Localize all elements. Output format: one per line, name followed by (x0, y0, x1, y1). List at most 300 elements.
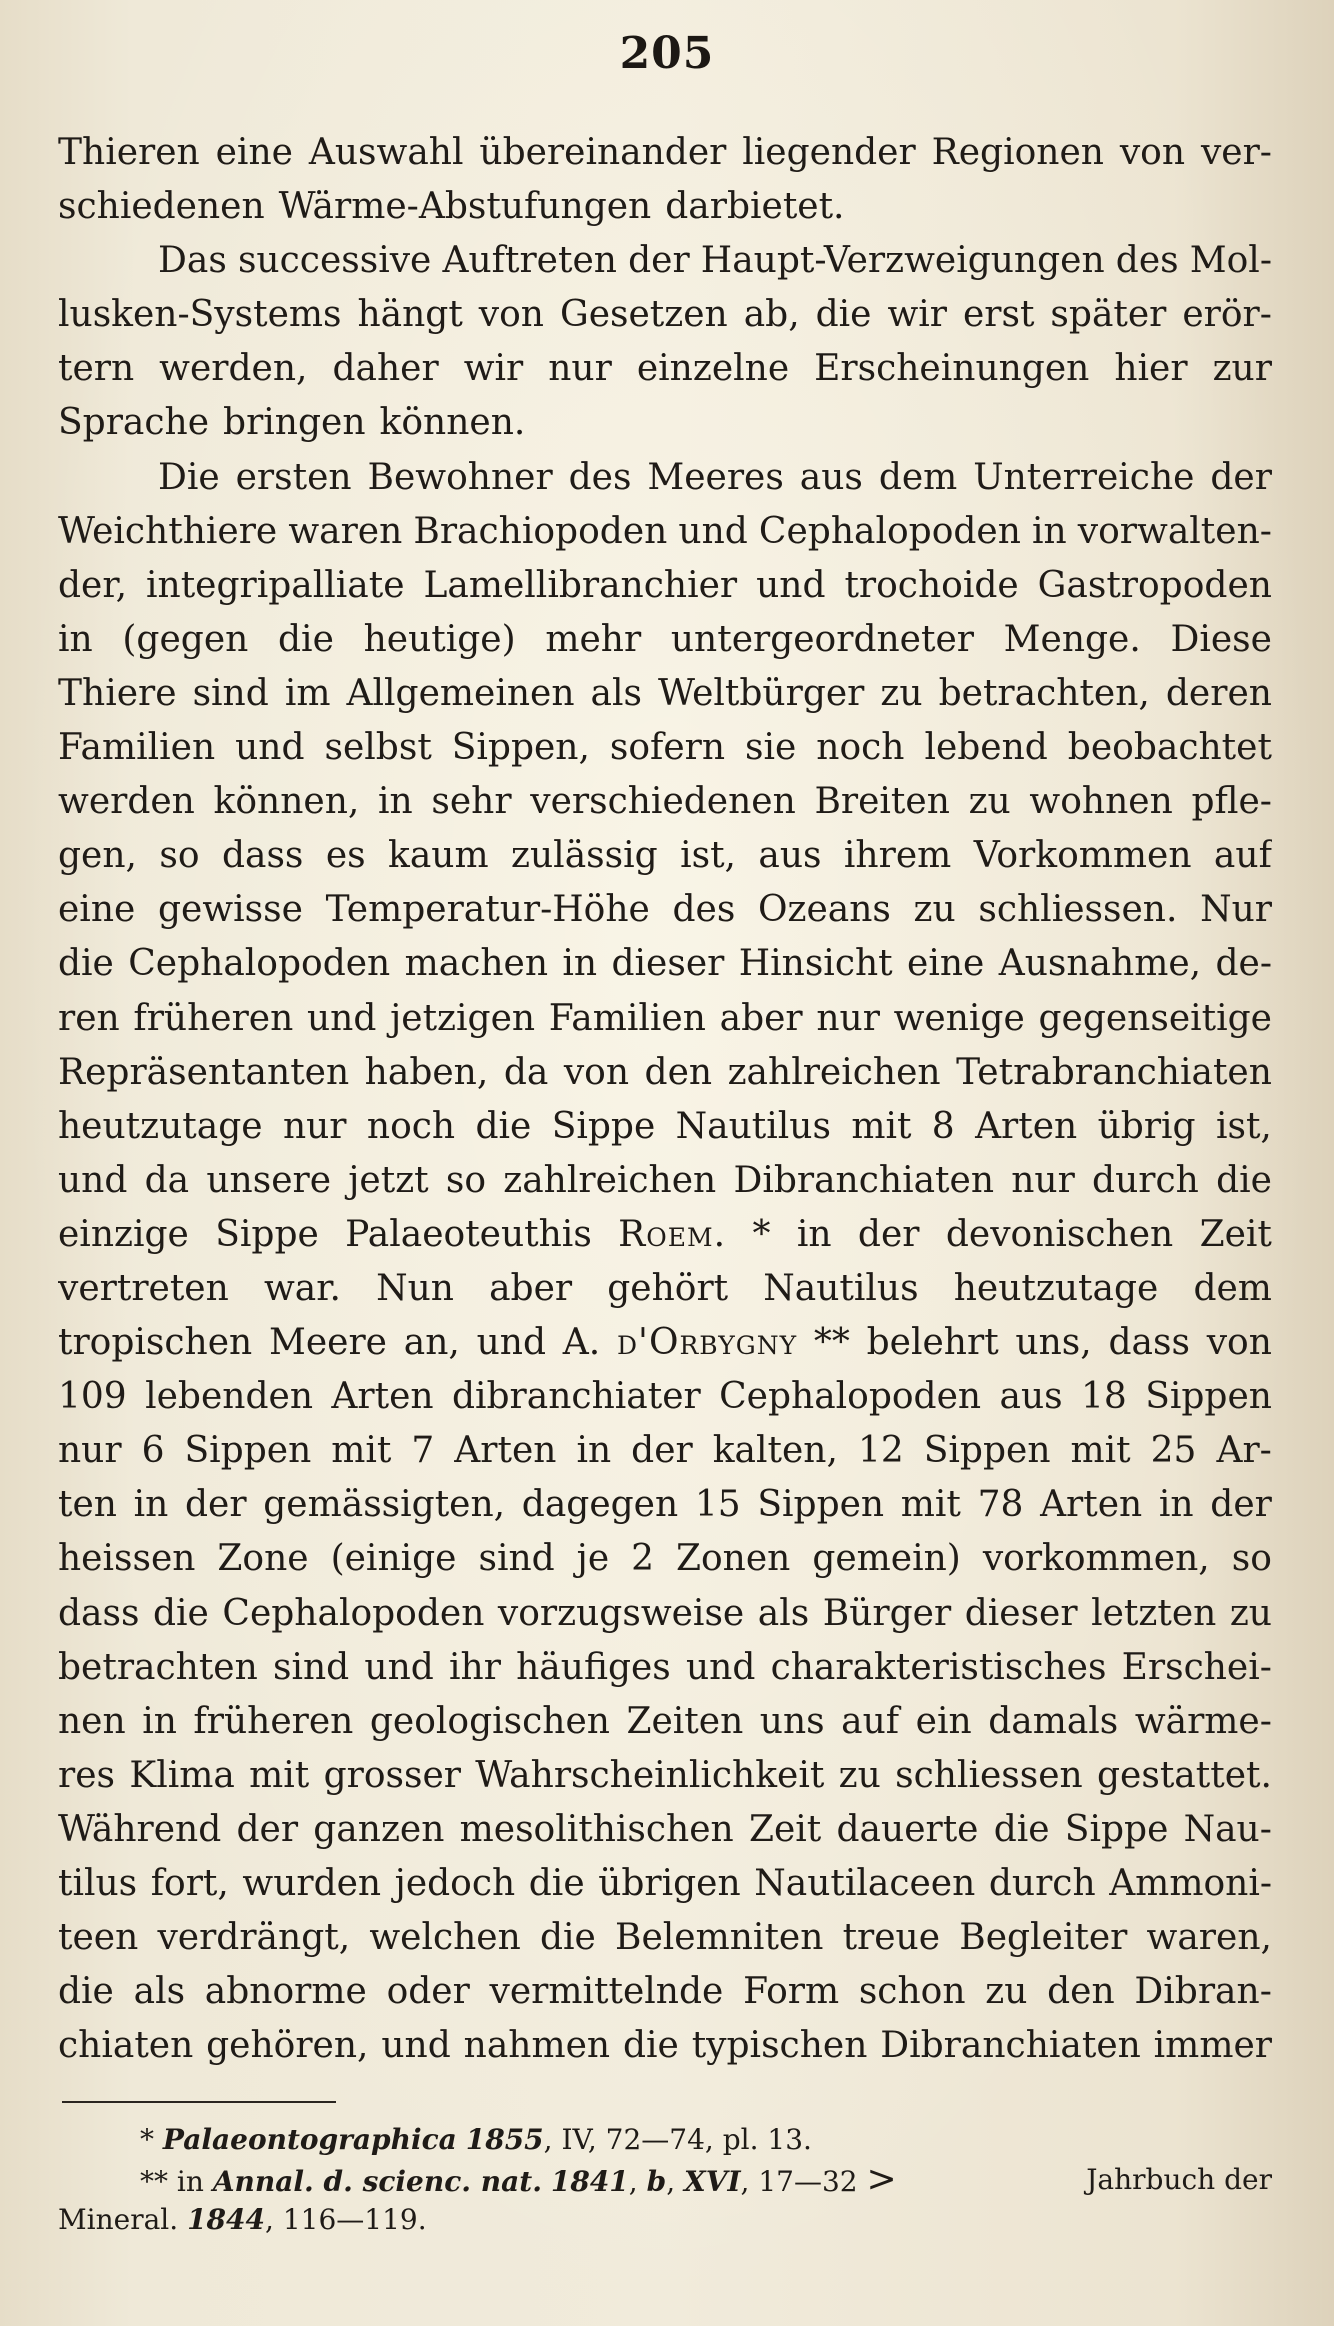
word: Belemniten (615, 1917, 824, 1959)
word: hängt (357, 294, 463, 336)
word: häufiges (516, 1646, 671, 1688)
word: Thiere (58, 672, 177, 714)
word: es (325, 835, 366, 877)
text-line (58, 1532, 1272, 1586)
word: ten (58, 1484, 117, 1526)
small-caps-word: Roem. (618, 1213, 727, 1255)
word: charakteristisches (770, 1646, 1107, 1688)
word: Zeit (1199, 1213, 1272, 1255)
word: können. (379, 402, 526, 444)
text-line (58, 992, 1272, 1046)
word: und (756, 564, 826, 606)
word: zulässig (511, 835, 658, 877)
text-line (58, 1911, 1272, 1965)
word: noch (366, 1105, 456, 1147)
word: zur (1212, 348, 1272, 390)
word: 8 (931, 1105, 955, 1147)
word: Nautilus (675, 1105, 831, 1147)
word: integripalliate (146, 564, 405, 606)
word: zu (1229, 1592, 1272, 1634)
word: immer (1153, 2025, 1272, 2067)
word: Erscheinungen (814, 348, 1090, 390)
word: der (1210, 456, 1272, 498)
word: ihrem (843, 835, 952, 877)
word: Tetrabranchiaten (956, 1051, 1272, 1093)
word: Wärme-Abstufungen (278, 186, 652, 228)
word: eine (215, 132, 293, 173)
word: dem (1193, 1267, 1272, 1309)
text-line (58, 1424, 1272, 1478)
word: Form (743, 1971, 840, 2013)
word: verschiedenen (530, 781, 796, 823)
word: res (58, 1754, 115, 1796)
word: schliessen. (978, 889, 1178, 931)
text-line (58, 288, 1272, 342)
word: Begleiter (959, 1917, 1128, 1959)
word: geologischen (369, 1700, 610, 1742)
word: die (993, 1808, 1050, 1850)
word: der (185, 1484, 247, 1526)
word: als (590, 672, 642, 714)
word: 12 (857, 1430, 904, 1472)
word: dieser (964, 1592, 1078, 1634)
word: zu (838, 1754, 881, 1796)
word: machen (404, 943, 549, 985)
word: 25 (1150, 1430, 1197, 1472)
word: in (1158, 1484, 1194, 1526)
word: aus (999, 1376, 1063, 1418)
word: kaum (388, 835, 489, 877)
word: lebend (924, 727, 1048, 769)
footnote-2-prefix: in (176, 2165, 204, 2198)
text-line (58, 1208, 1272, 1262)
word: beobachtet (1067, 727, 1272, 769)
word: einzelne (636, 348, 790, 390)
word: Arten (331, 1376, 434, 1418)
word: gemein) (812, 1538, 961, 1580)
word: waren (288, 510, 403, 552)
text-line (58, 1965, 1272, 2019)
word: in (1032, 510, 1067, 552)
word: aber (489, 1267, 573, 1309)
word: 78 (977, 1484, 1024, 1526)
word: Weltbürger (658, 672, 865, 714)
word: 15 (694, 1484, 741, 1526)
word: gewisse (157, 889, 303, 931)
word: fort, (150, 1863, 229, 1904)
word: ist, (680, 835, 736, 877)
word: Dibranchiaten (880, 2025, 1141, 2067)
word: Erschei- (1121, 1646, 1272, 1688)
word: 7 (411, 1430, 435, 1472)
word: damals (988, 1700, 1119, 1742)
word: später (1050, 294, 1167, 336)
word: Weichthiere (58, 510, 278, 552)
word: und (58, 1159, 128, 1201)
word: Cephalopoden (128, 943, 391, 985)
word: Cephalopoden (719, 1376, 982, 1418)
text-line (58, 2019, 1272, 2073)
word: da (503, 1051, 549, 1093)
word: noch (816, 727, 905, 769)
word: wurden (242, 1863, 382, 1904)
word: sind (192, 672, 269, 714)
word: durch (1092, 1159, 1199, 1201)
word: die (58, 943, 114, 985)
word: den (644, 1051, 713, 1093)
word: werden (58, 781, 195, 823)
word: ihr (449, 1646, 501, 1688)
word: pfle- (1191, 781, 1272, 823)
word: zahlreichen (503, 1159, 717, 1201)
text-line (58, 721, 1272, 775)
word: von (1206, 1322, 1272, 1364)
word: Familien (58, 727, 216, 769)
word: grosser (323, 1754, 461, 1796)
word: die (1216, 1159, 1272, 1201)
word: gegenseitige (1038, 997, 1272, 1039)
word: Familien (548, 997, 706, 1039)
word: Diese (1170, 618, 1272, 660)
word: Dibranchiaten (733, 1159, 995, 1201)
word: vorzugsweise (497, 1592, 745, 1634)
word: Arten (975, 1105, 1078, 1147)
text-line (58, 234, 1272, 288)
word: verdrängt, (157, 1917, 351, 1959)
word: Sippe (1064, 1808, 1169, 1850)
word: schliessen (895, 1754, 1083, 1796)
text-line (58, 1857, 1272, 1911)
word: wärme- (1134, 1700, 1272, 1742)
word: abnorme (204, 1971, 367, 2013)
text-line (58, 775, 1272, 829)
footnote-2-journal: Annal. d. scienc. nat. (212, 2165, 542, 2198)
word: Meere (269, 1322, 387, 1364)
word: früheren (133, 997, 294, 1039)
word: nen (58, 1700, 126, 1742)
word: nur (58, 1430, 122, 1472)
word: treue (842, 1917, 941, 1959)
word: Zeiten (626, 1700, 744, 1742)
word: wohnen (1029, 781, 1173, 823)
word: je (576, 1538, 610, 1580)
footnote-2: ** in Annal. d. scienc. nat. 1841, b, XVI, 17—32 > Jahrbuch der (140, 2160, 1272, 2200)
word: zu (968, 781, 1011, 823)
word: Unterreiche (973, 456, 1195, 498)
word: dass (221, 835, 304, 877)
word: Nau- (1183, 1808, 1272, 1850)
word: aus (758, 835, 822, 877)
word: letzten (1091, 1592, 1217, 1634)
text-line (58, 1749, 1272, 1803)
word: schon (858, 1971, 966, 2013)
word: belehrt (866, 1322, 999, 1364)
word: auf (841, 1700, 900, 1742)
word: Sippen (757, 1484, 885, 1526)
word: Sippen (923, 1430, 1051, 1472)
word: Arten (1040, 1484, 1143, 1526)
word: Ozeans (757, 889, 891, 931)
word: Regionen (931, 132, 1104, 173)
text-line (58, 396, 1272, 450)
word: kalten, (712, 1430, 838, 1472)
word: betrachten (58, 1646, 258, 1688)
word: und (685, 1646, 756, 1688)
word: lebenden (145, 1376, 313, 1418)
word: so (445, 1159, 487, 1201)
word: * (752, 1213, 771, 1255)
word: liegender (742, 132, 916, 173)
word: mit (331, 1430, 392, 1472)
word: Sippen (1145, 1376, 1272, 1418)
word: Allgemeinen (346, 672, 575, 714)
word: wir (887, 294, 948, 336)
word: Brachiopoden (413, 510, 668, 552)
word: Lamellibranchier (423, 564, 738, 606)
footnote-rule (62, 2101, 336, 2103)
word: mit (900, 1484, 961, 1526)
word: des (1115, 240, 1179, 282)
word: sind (478, 1538, 555, 1580)
word: Sippen (184, 1430, 312, 1472)
word: nur (282, 1105, 347, 1147)
text-line (58, 883, 1272, 937)
word: und (381, 2025, 451, 2067)
word: von (478, 294, 544, 336)
word: Vorkommen (973, 835, 1192, 877)
word: dass (58, 1592, 140, 1634)
word: übereinander (479, 132, 727, 173)
word: Bürger (822, 1592, 952, 1634)
word: ein (915, 1700, 972, 1742)
word: Breiten (814, 781, 950, 823)
word: übrigen (598, 1863, 741, 1904)
word: als (133, 1971, 186, 2013)
word: ganzen (313, 1808, 445, 1850)
word: heutzutage (953, 1267, 1159, 1309)
word: 109 (58, 1376, 127, 1418)
word: vorwalten- (1077, 510, 1272, 552)
word: zu (880, 672, 923, 714)
word: haben, (364, 1051, 489, 1093)
word: jetzigen (390, 997, 536, 1039)
word: Cephalopoden (758, 510, 1021, 552)
footnote-1-marker: * (140, 2123, 154, 2156)
word: in (562, 943, 598, 985)
word: und (307, 997, 377, 1039)
footnote-2-volume: XVI (684, 2165, 741, 2198)
word: übrig (1097, 1105, 1196, 1147)
word: Temperatur-Höhe (325, 889, 650, 931)
footnote-2-series: b (646, 2165, 667, 2198)
word: daher (332, 348, 439, 390)
footnote-2-mineral-year: 1844 (187, 2203, 266, 2236)
word: Sippe (215, 1213, 319, 1255)
word: betrachten, (938, 672, 1150, 714)
word: uns, (1015, 1322, 1092, 1364)
word: oder (386, 1971, 470, 2013)
word: von (563, 1051, 630, 1093)
text-line (58, 1587, 1272, 1641)
text-line (58, 1370, 1272, 1424)
footnote-1-year: 1855 (465, 2123, 544, 2156)
word: aber (719, 997, 803, 1039)
word: sofern (609, 727, 726, 769)
word: untergeordneter (670, 618, 974, 660)
word: heissen (58, 1538, 196, 1580)
word: mesolithischen (459, 1808, 734, 1850)
word: Arten (454, 1430, 557, 1472)
word: als (757, 1592, 810, 1634)
word: der (857, 1213, 920, 1255)
text-line (58, 505, 1272, 559)
word: ab, (743, 294, 800, 336)
footnote-2-pages: , 17—32 (740, 2165, 858, 2198)
word: die (622, 2025, 679, 2067)
text-line (58, 1641, 1272, 1695)
text-line (58, 126, 1272, 180)
word: der (236, 1808, 299, 1850)
word: werden, (159, 348, 308, 390)
word: Gesetzen (559, 294, 728, 336)
word: Auftreten (442, 240, 617, 282)
word: Gastropoden (1037, 564, 1272, 606)
word: Meeres (647, 456, 784, 498)
word: Sippen, (451, 727, 590, 769)
word: die (153, 1592, 209, 1634)
word: des (672, 889, 736, 931)
word: gehört (607, 1267, 729, 1309)
word: da (144, 1159, 190, 1201)
footnote-2-mineral: Mineral. (58, 2203, 179, 2236)
text-line (58, 613, 1272, 667)
word: eine (907, 943, 985, 985)
word: von (1119, 132, 1186, 173)
text-line (58, 1316, 1272, 1370)
word: deren (1165, 672, 1272, 714)
page-number: 205 (619, 28, 715, 79)
word: Nautilus (763, 1267, 919, 1309)
word: im (284, 672, 331, 714)
word: und (678, 510, 748, 552)
word: wir (463, 348, 524, 390)
word: in (796, 1213, 832, 1255)
word: devonischen (945, 1213, 1174, 1255)
word: mit (249, 1754, 310, 1796)
text-line (58, 937, 1272, 991)
word: Nautilaceen (754, 1863, 976, 1904)
word: (einige (330, 1538, 457, 1580)
word: de- (1215, 943, 1272, 985)
word: dem (878, 456, 958, 498)
word: in (378, 781, 413, 823)
word: schiedenen (58, 186, 265, 228)
word: tropischen (58, 1322, 253, 1364)
word: aus (799, 456, 863, 498)
word: Ar- (1216, 1430, 1272, 1472)
word: Sprache (58, 402, 210, 444)
word: lusken-Systems (58, 294, 342, 336)
footnote-2-arrow: > (866, 2160, 897, 2200)
word: vermittelnde (489, 1971, 724, 2013)
word: sehr (431, 781, 512, 823)
word: des (568, 456, 632, 498)
word: Repräsentanten (58, 1051, 350, 1093)
word: heutige) (363, 618, 516, 660)
word: uns (759, 1700, 825, 1742)
text-line (58, 1803, 1272, 1857)
word: 18 (1081, 1376, 1127, 1418)
footnote-2-marker: ** (140, 2165, 168, 2198)
word: dagegen (521, 1484, 679, 1526)
word: Thieren (58, 132, 200, 173)
word: gehören, (206, 2025, 369, 2067)
word: in (133, 1484, 169, 1526)
text-line (58, 829, 1272, 883)
word: nahmen (463, 2025, 611, 2067)
text-line (58, 1262, 1272, 1316)
word: welchen (369, 1917, 521, 1959)
word: erst (962, 294, 1035, 336)
word: ren (58, 997, 120, 1039)
word: und (364, 1646, 434, 1688)
word: Bewohner (367, 456, 553, 498)
word: der (631, 1430, 693, 1472)
footnote-1 (58, 2120, 1272, 2160)
word: Die (158, 456, 220, 498)
word: auf (1213, 835, 1272, 877)
word: waren, (1146, 1917, 1272, 1959)
word: vertreten (58, 1267, 229, 1309)
word: mit (1070, 1430, 1131, 1472)
word: dauerte (836, 1808, 979, 1850)
word: Ammoni- (1109, 1863, 1272, 1904)
footnote-1-rest: , IV, 72—74, pl. 13. (543, 2123, 812, 2156)
word: ersten (235, 456, 352, 498)
word: erör- (1182, 294, 1272, 336)
text-line (58, 1046, 1272, 1100)
footnotes (58, 2120, 1272, 2240)
word: eine (58, 889, 136, 931)
word: heutzutage (58, 1105, 263, 1147)
word: so (1231, 1538, 1272, 1580)
text-line (58, 1695, 1272, 1749)
word: Hinsicht (738, 943, 893, 985)
text-line (58, 667, 1272, 721)
word: selbst (324, 727, 432, 769)
word: chiaten (58, 2025, 194, 2067)
word: so (159, 835, 200, 877)
word: die (475, 1105, 532, 1147)
word: Dibran- (1134, 1971, 1272, 2013)
word: darbietet. (665, 186, 845, 228)
word: und (476, 1322, 547, 1364)
word: Während (58, 1808, 222, 1850)
word: Nun (376, 1267, 454, 1309)
word: Wahrscheinlichkeit (475, 1754, 825, 1796)
word: in (58, 618, 93, 660)
word: teen (58, 1917, 139, 1959)
word: Haupt-Verzweigungen (700, 240, 1105, 282)
footnote-2-right: Jahrbuch der (1086, 2163, 1272, 2196)
word: unsere (206, 1159, 332, 1201)
word: Zone (217, 1538, 309, 1580)
text-line (58, 1478, 1272, 1532)
word: Auswahl (308, 132, 464, 173)
word: war. (263, 1267, 341, 1309)
word: Mol- (1189, 240, 1272, 282)
word: mit (851, 1105, 912, 1147)
